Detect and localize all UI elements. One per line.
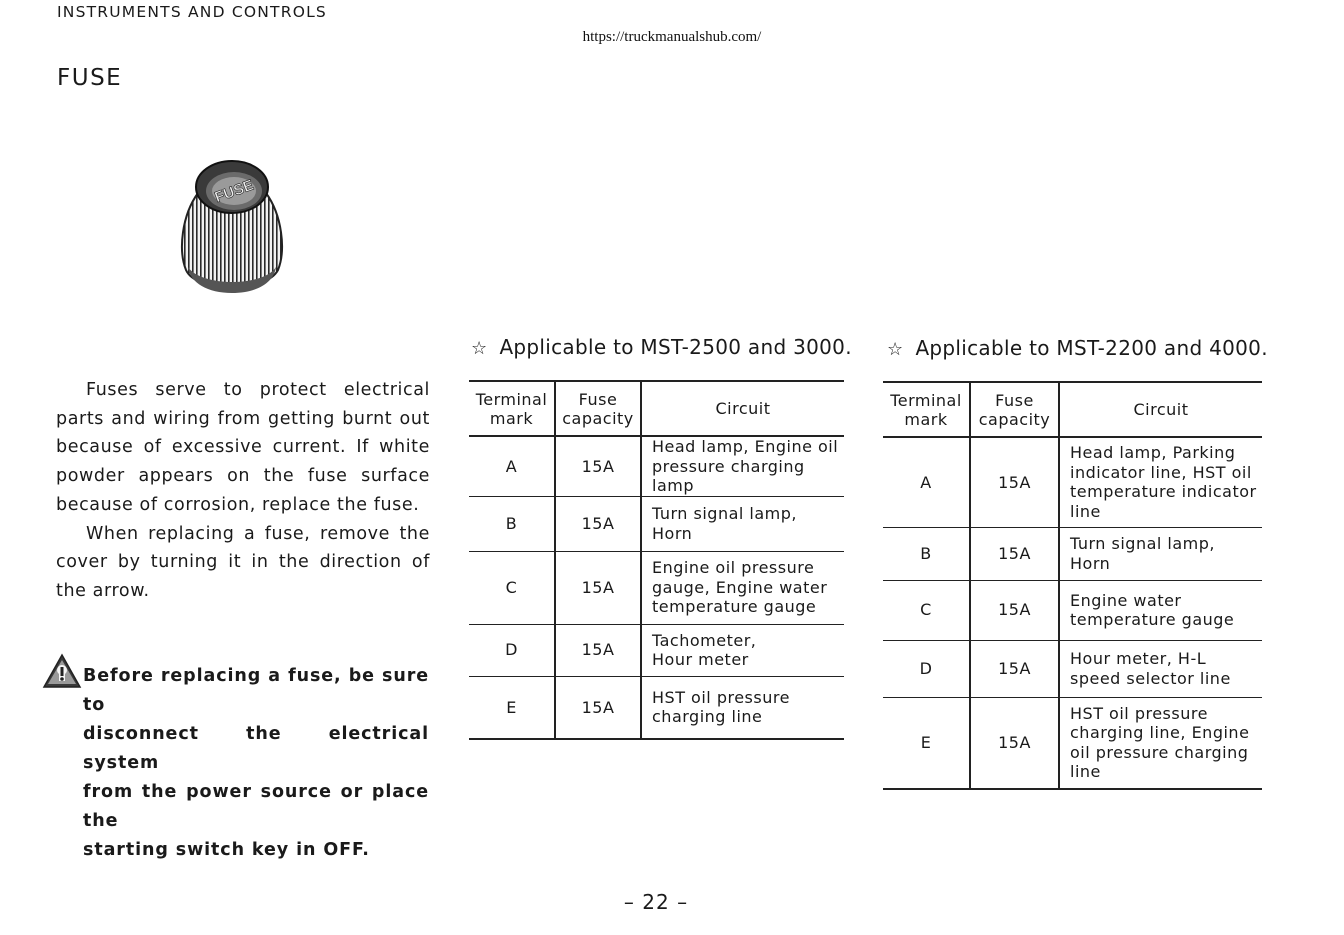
table-row — [883, 640, 1262, 697]
table-row — [469, 624, 844, 676]
table1-caption — [471, 335, 852, 359]
table-cell: C — [469, 551, 555, 624]
table-cell: A — [469, 436, 555, 496]
table-cell: Head lamp, Engine oil pressure charging lamp — [641, 436, 844, 496]
table-cell: D — [883, 640, 970, 697]
table-cell: Tachometer, Hour meter — [641, 624, 844, 676]
table-row — [469, 436, 844, 496]
fuse-description — [56, 376, 430, 606]
fuse-label: FUSE — [212, 176, 256, 207]
table-row — [469, 496, 844, 551]
table2-caption-text: Applicable to MST-2200 and 4000. — [915, 336, 1268, 360]
table-cell: 15A — [970, 437, 1059, 527]
fuse-cap-illustration — [176, 155, 288, 297]
table-row — [469, 551, 844, 624]
table-cell: 15A — [555, 436, 641, 496]
warning-line: disconnect the electrical system — [83, 724, 429, 773]
page-number: – 22 – — [623, 890, 689, 914]
table-cell: Engine oil pressure gauge, Engine water temperature gauge — [641, 551, 844, 624]
table-cell: E — [883, 697, 970, 789]
table-cell: Hour meter, H-L speed selector line — [1059, 640, 1262, 697]
table-cell: B — [469, 496, 555, 551]
warning-triangle-icon — [42, 653, 82, 689]
star-icon: ☆ — [887, 339, 904, 360]
header-fuse-capacity: Fuse capacity — [555, 381, 641, 436]
warning-line: from the power source or place the — [83, 782, 429, 831]
table-cell: Head lamp, Parking indicator line, HST oil temperature indicator line — [1059, 437, 1262, 527]
warning-line: starting switch key in OFF. — [83, 840, 370, 860]
table-row — [883, 697, 1262, 789]
table-cell: 15A — [970, 697, 1059, 789]
table-cell: B — [883, 527, 970, 580]
header-terminal-mark: Terminal mark — [883, 382, 970, 437]
warning-line: Before replacing a fuse, be sure to — [83, 666, 429, 715]
header-circuit: Circuit — [641, 381, 844, 436]
table-cell: D — [469, 624, 555, 676]
table-row — [883, 437, 1262, 527]
table-cell: Turn signal lamp, Horn — [1059, 527, 1262, 580]
table-cell: 15A — [555, 676, 641, 739]
table1-caption-text: Applicable to MST-2500 and 3000. — [499, 335, 852, 359]
page-title: FUSE — [57, 65, 123, 91]
table-cell: 15A — [970, 640, 1059, 697]
table-cell: 15A — [555, 496, 641, 551]
fuse-table-mst2500-3000 — [469, 380, 844, 740]
table-cell: 15A — [555, 624, 641, 676]
table-row — [883, 527, 1262, 580]
table-cell: 15A — [970, 527, 1059, 580]
star-icon: ☆ — [471, 338, 488, 359]
source-url[interactable]: https://truckmanualshub.com/ — [582, 29, 762, 45]
table-cell: Engine water temperature gauge — [1059, 580, 1262, 640]
paragraph-purpose: Fuses serve to protect electrical parts and wiring from getting burnt out because of excessive current. If white powder appears on the fuse surface because of corrosion, replace the fuse. — [56, 380, 430, 515]
table2-caption — [887, 336, 1268, 360]
table-cell: Turn signal lamp, Horn — [641, 496, 844, 551]
table-cell: 15A — [970, 580, 1059, 640]
table-cell: A — [883, 437, 970, 527]
warning-note — [83, 662, 429, 865]
table-cell: C — [883, 580, 970, 640]
table-cell: HST oil pressure charging line, Engine oil pressure charging line — [1059, 697, 1262, 789]
header-fuse-capacity: Fuse capacity — [970, 382, 1059, 437]
table-row — [469, 676, 844, 739]
table-row — [883, 580, 1262, 640]
table-cell: 15A — [555, 551, 641, 624]
table-cell: E — [469, 676, 555, 739]
header-terminal-mark: Terminal mark — [469, 381, 555, 436]
section-header: INSTRUMENTS AND CONTROLS — [57, 3, 327, 21]
header-circuit: Circuit — [1059, 382, 1262, 437]
fuse-table-mst2200-4000 — [883, 381, 1262, 790]
paragraph-replacing: When replacing a fuse, remove the cover by turning it in the direction of the arrow. — [56, 523, 430, 601]
table-cell: HST oil pressure charging line — [641, 676, 844, 739]
